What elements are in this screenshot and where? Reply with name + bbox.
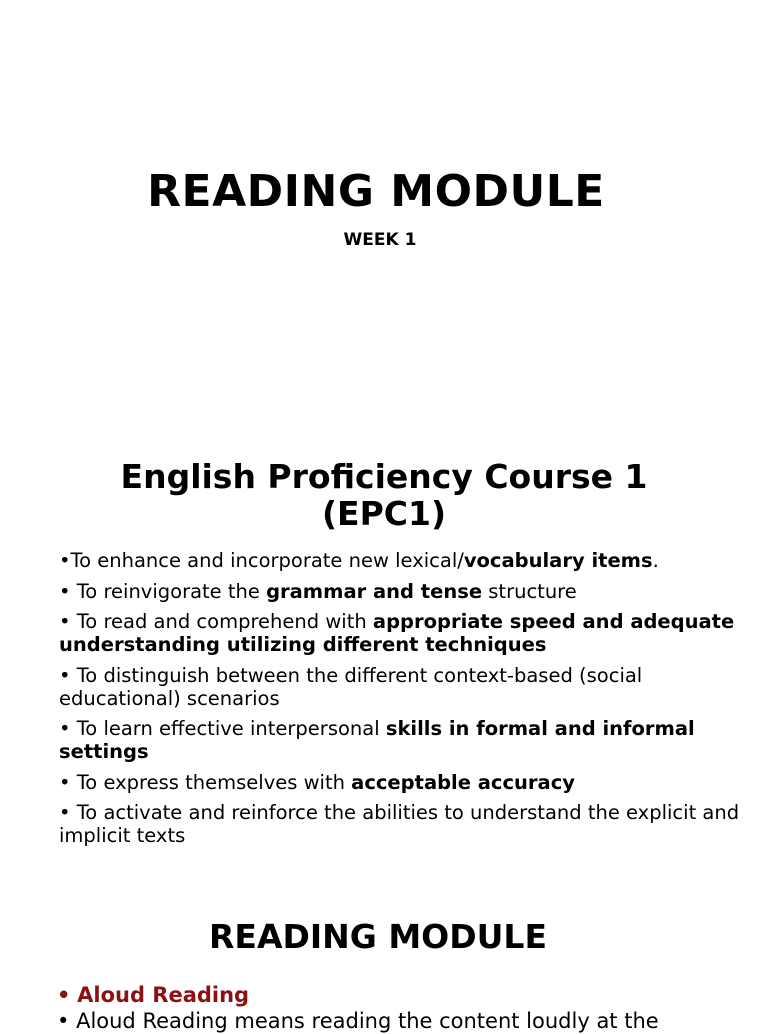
list-item	[59, 717, 759, 763]
list-item-text: To enhance and incorporate new lexical/	[70, 549, 464, 572]
list-item-text: To reinvigorate the	[70, 579, 267, 603]
list-item	[59, 801, 759, 847]
bullet-marker: •	[59, 579, 71, 603]
bullet-marker: •	[59, 663, 71, 687]
list-item-text: To express themselves with	[70, 770, 352, 794]
slide-title-heading: READING MODULE	[147, 166, 605, 217]
list-item	[59, 610, 759, 656]
list-item-text-end: .	[652, 549, 659, 572]
list-item	[59, 664, 759, 710]
list-item-text: To distinguish between the different context-based (social educational) scenarios	[59, 663, 643, 710]
bullet-marker: •	[57, 983, 71, 1007]
list-item-text: To read and comprehend with	[70, 610, 373, 633]
list-item-heading: Aloud Reading	[77, 983, 250, 1007]
list-item-text-end: structure	[482, 579, 577, 603]
objectives-heading-line2: (EPC1)	[321, 494, 447, 533]
list-item-text: Aloud Reading means reading the content loudly at the	[76, 1009, 659, 1033]
list-item	[57, 982, 757, 1008]
bullet-marker: •	[57, 1009, 70, 1033]
bullet-marker: •	[59, 549, 71, 572]
bullet-marker: •	[59, 770, 71, 794]
bullet-marker: •	[59, 717, 71, 740]
list-item	[59, 549, 759, 572]
bullet-marker: •	[59, 801, 71, 824]
slide-title-subtitle: WEEK 1	[343, 230, 417, 250]
objectives-heading-line1: English Proficiency Course 1	[120, 457, 648, 496]
list-item-bold: acceptable accuracy	[351, 770, 575, 794]
reading-module-heading: READING MODULE	[208, 917, 547, 956]
list-item-bold: skills in formal and informal settings	[59, 717, 695, 763]
objectives-heading	[0, 458, 768, 532]
list-item-bold: grammar and tense	[266, 579, 483, 603]
list-item	[59, 580, 759, 603]
list-item-bold: appropriate speed and adequate understanding utilizing different techniques	[59, 610, 735, 656]
list-item	[59, 771, 759, 794]
list-item-text: To activate and reinforce the abilities to understand the explicit and implicit texts	[59, 801, 740, 847]
bullet-marker: •	[59, 610, 71, 633]
list-item-bold: vocabulary items	[463, 549, 653, 572]
objectives-list	[59, 549, 759, 855]
list-item-text: To learn effective interpersonal	[70, 717, 386, 740]
reading-module-list	[57, 982, 757, 1034]
list-item	[57, 1008, 757, 1034]
